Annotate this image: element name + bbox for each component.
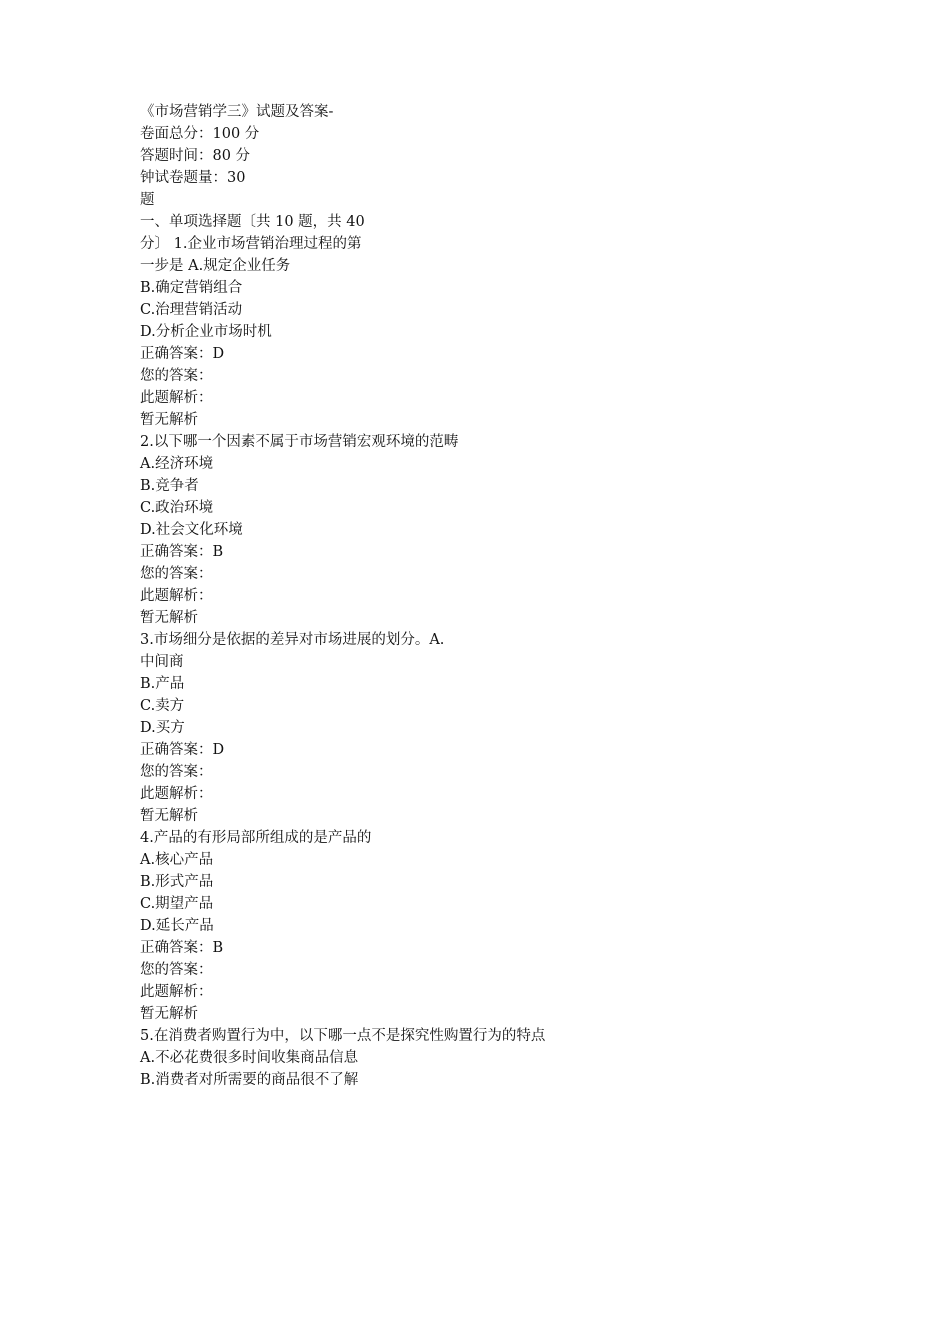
- q4-analysis-label: 此题解析：: [140, 984, 213, 1000]
- total-score-line: 卷面总分：100 分: [140, 126, 260, 142]
- q2-option-d: D.社会文化环境: [140, 522, 243, 538]
- q4-option-c: C.期望产品: [140, 896, 214, 912]
- q4-option-b: B.形式产品: [140, 874, 214, 890]
- document-title: 《市场营销学三》试题及答案-: [140, 104, 334, 120]
- section-heading: 一、单项选择题〔共 10 题，共 40: [140, 214, 365, 230]
- q4-analysis: 暂无解析: [140, 1006, 198, 1022]
- q3-option-b: B.产品: [140, 676, 185, 692]
- document-body: [140, 101, 880, 1091]
- q3-analysis: 暂无解析: [140, 808, 198, 824]
- q3-option-a: 中间商: [140, 654, 184, 670]
- q3-your-answer: 您的答案：: [140, 764, 213, 780]
- q1-analysis-label: 此题解析：: [140, 390, 213, 406]
- q3-analysis-label: 此题解析：: [140, 786, 213, 802]
- question-count-line: 钟试卷题量：30: [140, 170, 246, 186]
- q2-option-a: A.经济环境: [140, 456, 214, 472]
- q3-question: 3.市场细分是依据的差异对市场进展的划分。A.: [140, 632, 445, 648]
- q4-option-d: D.延长产品: [140, 918, 214, 934]
- q1-your-answer: 您的答案：: [140, 368, 213, 384]
- q2-analysis-label: 此题解析：: [140, 588, 213, 604]
- answer-time-line: 答题时间：80 分: [140, 148, 251, 164]
- q4-question: 4.产品的有形局部所组成的是产品的: [140, 830, 372, 846]
- q1-analysis: 暂无解析: [140, 412, 198, 428]
- question-count-line-cont: 题: [140, 192, 155, 208]
- q5-question: 5.在消费者购置行为中，以下哪一点不是探究性购置行为的特点: [140, 1028, 546, 1044]
- q2-option-b: B.竞争者: [140, 478, 199, 494]
- q2-your-answer: 您的答案：: [140, 566, 213, 582]
- q1-option-a: 一步是 A.规定企业任务: [140, 258, 291, 274]
- q2-analysis: 暂无解析: [140, 610, 198, 626]
- q2-correct-answer: 正确答案：B: [140, 544, 224, 560]
- q4-your-answer: 您的答案：: [140, 962, 213, 978]
- q2-question: 2.以下哪一个因素不属于市场营销宏观环境的范畴: [140, 434, 459, 450]
- q4-option-a: A.核心产品: [140, 852, 214, 868]
- section-heading-cont-q1: 分〕 1.企业市场营销治理过程的第: [140, 236, 362, 252]
- q5-option-a: A.不必花费很多时间收集商品信息: [140, 1050, 359, 1066]
- q3-option-c: C.卖方: [140, 698, 185, 714]
- q3-option-d: D.买方: [140, 720, 185, 736]
- q1-option-b: B.确定营销组合: [140, 280, 243, 296]
- q4-correct-answer: 正确答案：B: [140, 940, 224, 956]
- q1-correct-answer: 正确答案：D: [140, 346, 225, 362]
- q5-option-b: B.消费者对所需要的商品很不了解: [140, 1072, 359, 1088]
- q3-correct-answer: 正确答案：D: [140, 742, 225, 758]
- q1-option-c: C.治理营销活动: [140, 302, 243, 318]
- q1-option-d: D.分析企业市场时机: [140, 324, 272, 340]
- q2-option-c: C.政治环境: [140, 500, 214, 516]
